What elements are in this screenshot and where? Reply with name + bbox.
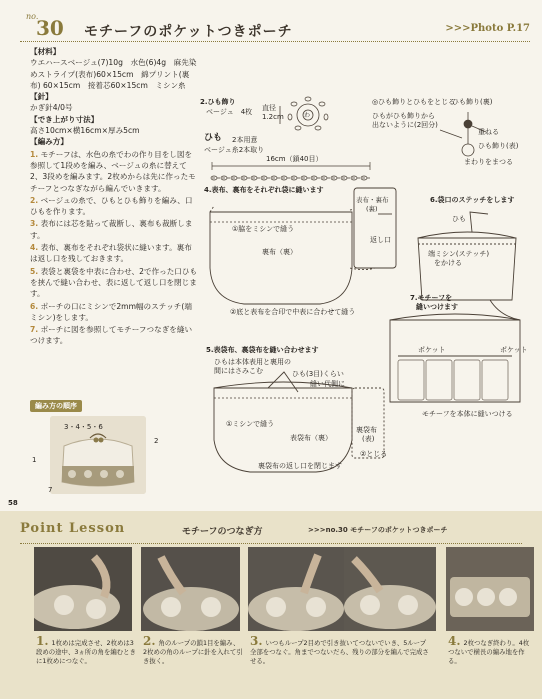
method-step: 6. ポーチの口にミシンで2mm幅のステッチ(端ミシン)をします。 <box>30 301 192 322</box>
lesson-photo-2 <box>141 547 240 631</box>
page-title: モチーフのポケットつきポーチ <box>84 24 293 40</box>
pocket-label-2: ポケット <box>500 346 528 354</box>
step4-label-e: 返し口 <box>370 236 391 244</box>
step5-label-j: 裏袋布の返し口を閉じます <box>258 462 342 470</box>
tie-note-5: ひも飾り(表) <box>478 142 519 150</box>
order-title: 編み方の順序 <box>30 400 82 412</box>
point-lesson-subtitle: モチーフのつなぎ方 <box>182 527 263 537</box>
step4-label-b: 裏布（裏） <box>262 248 297 256</box>
cord-decor-title: 2.ひも飾り <box>200 98 236 106</box>
step5-label-f: 表袋布（裏） <box>290 434 332 442</box>
needle-text: かぎ針4/0号 <box>30 103 73 113</box>
photo-reference: >>>Photo P.17 <box>445 23 530 34</box>
pocket-label-1: ポケット <box>418 346 446 354</box>
point-lesson-divider <box>20 543 522 544</box>
lesson-photo-4 <box>446 547 534 631</box>
step6-label-c: をかける <box>434 259 462 267</box>
lesson-photo-1 <box>34 547 132 631</box>
cord-sub: ベージュ糸2本取り <box>204 146 265 154</box>
step5-label-e: ①ミシンで縫う <box>226 420 275 428</box>
order-label: 3・4・5・6 <box>64 423 103 431</box>
order-label: 7 <box>48 486 53 494</box>
cord-qty: 2本用意 <box>232 136 258 144</box>
cord-title: ひも <box>204 133 223 143</box>
step5-label-d: 縫い代側に <box>310 380 345 388</box>
method-step: 1. モチーフは、水色の糸でわの作り目をし図を参照して1段めを編み、ベージュの糸に替えて2、3段めを編みます。2枚めからは先に作ったモチーフとつなぎながら編んでいきます。 <box>30 149 196 193</box>
lesson-caption-2: 2. 角のループの鎖1目を編み、2枚めの角のループに針を入れて引き抜く。 <box>143 634 243 665</box>
cord-decor-sub: ベージュ 4枚 <box>206 108 253 116</box>
step5-title: 5.表袋布、裏袋布を縫い合わせます <box>206 346 319 354</box>
method-step: 5. 表袋と裏袋を中表に合わせ、2で作った口ひもを挟んで縫い合わせ、表に返して返し口を閉じます。 <box>30 266 198 299</box>
materials-text: ウエハースベージュ(7)10g 水色(6)4g 麻先染めストライプ(表布)60×15cm 綿プリント(裏布) 60×15cm 接着芯60×15cm ミシン糸 <box>30 58 197 90</box>
method-heading: 【編み方】 <box>30 137 68 147</box>
lesson-photo-3 <box>248 547 344 631</box>
step4-label-f: ②底と表布を合印で中表に合わせて縫う <box>230 308 356 316</box>
step6-label-b: 端ミシン(ステッチ) <box>428 250 490 258</box>
wa-label: わ <box>304 112 311 119</box>
method-step: 4. 表布、裏布をそれぞれ袋状に縫います。裏布は返し口を残しておきます。 <box>30 243 192 264</box>
point-lesson-reference: >>>no.30 モチーフのポケットつきポーチ <box>308 526 448 534</box>
tie-note-2: ひもがひも飾りから <box>372 112 435 120</box>
step4-label-a: ①脇をミシンで縫う <box>232 225 295 233</box>
diameter-value: 1.2cm <box>262 113 284 121</box>
pattern-number: 30 <box>36 16 64 40</box>
method-step: 2. ベージュの糸で、ひもとひも飾りを編み、口ひもを作ります。 <box>30 195 193 217</box>
step5-label-c: ひも(3目)くらい <box>292 370 344 378</box>
lesson-caption-4: 4. 2枚つなぎ終わり。4枚つないで横長の編み地を作る。 <box>448 634 530 665</box>
step5-label-h: (表) <box>362 435 375 443</box>
step6-label-a: ひも <box>452 215 466 223</box>
method-step: 7. ポーチに図を参照してモチーフつなぎを縫いつけます。 <box>30 325 193 346</box>
step5-label-a: ひもは本体表用と裏用の <box>214 358 291 366</box>
lesson-photo-3b <box>344 547 436 631</box>
tie-note-1: ひも飾り(裏) <box>452 98 493 106</box>
method-step: 3. 表布には芯を貼って裁断し、裏布も裁断します。 <box>30 219 193 240</box>
point-lesson-section <box>0 511 542 699</box>
step5-label-i: ②とじる <box>360 450 388 458</box>
step7-title: 7.モチーフを <box>410 294 453 302</box>
order-label: 2 <box>154 437 159 445</box>
step6-title: 6.袋口のステッチをします <box>430 196 515 204</box>
order-label: 1 <box>32 456 37 464</box>
step4-title: 4.表布、裏布をそれぞれ袋に縫います <box>204 186 324 194</box>
step4-label-d: (裏) <box>366 205 378 213</box>
step5-label-b: 間にはさみこむ <box>214 367 263 375</box>
tie-title: ◎ひも飾りとひもをとじる <box>372 98 456 106</box>
size-text: 高さ10cm×横16cm×厚み5cm <box>30 126 140 136</box>
step4-label-c: 表布・裏布 <box>356 196 389 204</box>
no-label: no. <box>26 12 39 21</box>
tie-note-3: 出ないように(2回分) <box>372 121 438 129</box>
step7-title-2: 縫いつけます <box>416 303 458 311</box>
lesson-caption-3: 3. いつもループ2目めで引き抜いてつないでいき、5ループ全部をつなぐ。角までつないだら、残りの部分を編んで完成させる。 <box>250 634 429 665</box>
diameter-label: 直径 <box>262 104 276 112</box>
materials-heading: 【材料】 <box>30 47 61 56</box>
tie-note-4: 重ねる <box>478 128 499 136</box>
cord-length: 16cm（鎖40目） <box>266 155 323 163</box>
point-lesson-heading: Point Lesson <box>20 521 126 536</box>
step7-note: モチーフを本体に縫いつける <box>422 410 513 418</box>
page-number: 58 <box>8 499 18 507</box>
size-heading: 【でき上がり寸法】 <box>30 114 99 124</box>
tie-note-6: まわりをまつる <box>464 158 513 166</box>
needle-heading: 【針】 <box>30 92 53 102</box>
lesson-caption-1: 1. 1枚めは完成させ、2枚めは3段めの途中、3ヵ所の角を編むときに1枚めにつなぐ。 <box>36 634 136 665</box>
step5-label-g: 裏袋布 <box>356 426 377 434</box>
